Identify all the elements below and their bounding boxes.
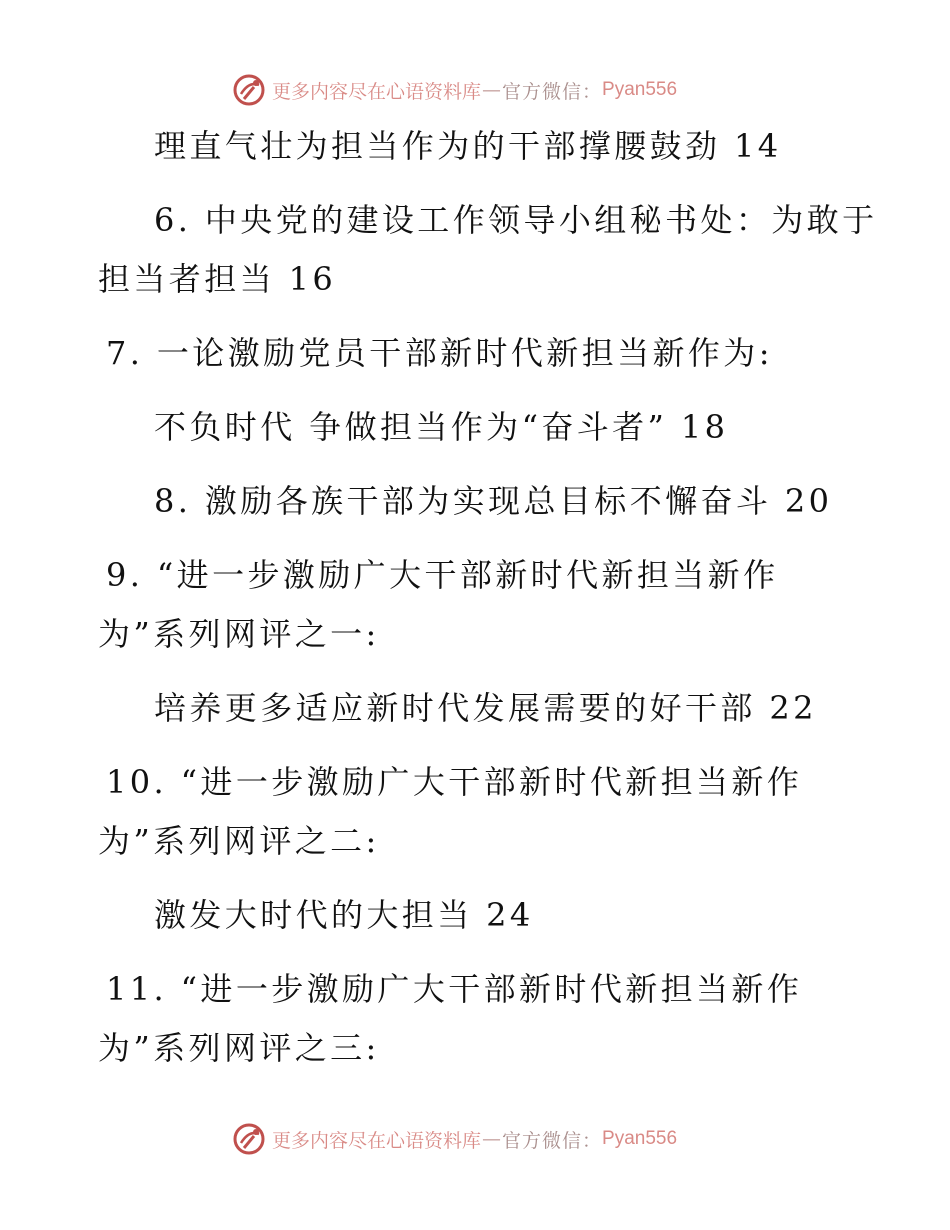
banner-text: 更多内容尽在心语资料库 (272, 1129, 482, 1152)
brand-logo-icon (232, 1122, 266, 1156)
banner-dash: — (482, 79, 502, 101)
footer-watermark (232, 1119, 712, 1159)
banner-wechat-label: 官方微信： (502, 80, 603, 103)
toc-line: 为”系列网评之一: (98, 615, 380, 653)
banner-dash: — (482, 1128, 502, 1150)
header-watermark (232, 70, 712, 110)
toc-line: 11. “进一步激励广大干部新时代新担当新作 (106, 970, 803, 1008)
toc-line: 8. 激励各族干部为实现总目标不懈奋斗 20 (154, 482, 833, 520)
banner-wechat-id: Pyan556 (602, 79, 678, 100)
toc-line: 不负时代 争做担当作为“奋斗者” 18 (154, 408, 729, 446)
brand-logo-icon (232, 73, 266, 107)
toc-line: 激发大时代的大担当 24 (154, 896, 534, 934)
toc-line: 培养更多适应新时代发展需要的好干部 22 (154, 689, 817, 727)
toc-line: 7. 一论激励党员干部新时代新担当新作为: (106, 334, 773, 372)
toc-line: 6. 中央党的建设工作领导小组秘书处：为敢于 (154, 201, 878, 239)
banner-text: 更多内容尽在心语资料库 (272, 80, 482, 103)
toc-line: 为”系列网评之三: (98, 1029, 380, 1067)
toc-line: 为”系列网评之二: (98, 822, 380, 860)
banner-wechat-id: Pyan556 (602, 1128, 678, 1149)
toc-line: 理直气壮为担当作为的干部撑腰鼓劲 14 (154, 127, 782, 165)
banner-wechat-label: 官方微信： (502, 1129, 603, 1152)
toc-line: 10. “进一步激励广大干部新时代新担当新作 (106, 763, 803, 801)
toc-line: 担当者担当 16 (98, 260, 337, 298)
toc-line: 9. “进一步激励广大干部新时代新担当新作 (106, 556, 779, 594)
